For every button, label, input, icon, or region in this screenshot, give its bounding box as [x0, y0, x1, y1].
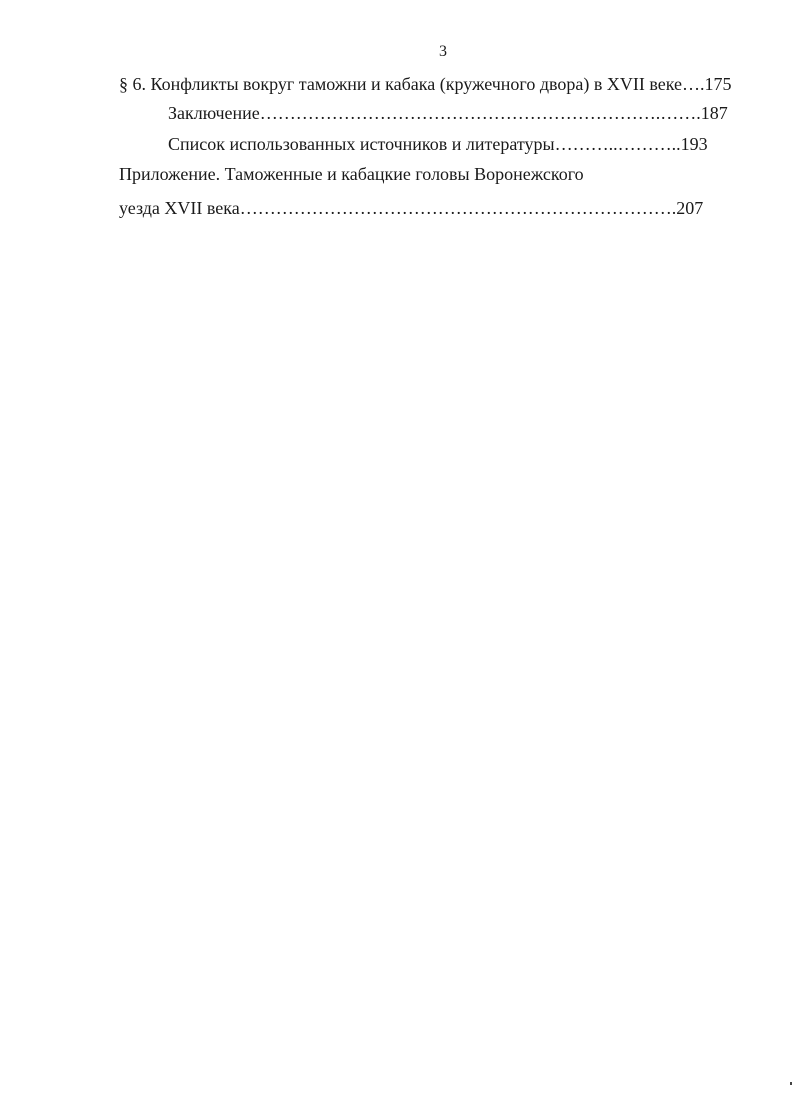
- toc-entry-sources: Список использованных источников и литературы………..………..193: [168, 134, 708, 154]
- page-number: 3: [439, 43, 447, 60]
- toc-entry-section-6: § 6. Конфликты вокруг таможни и кабака (кружечного двора) в XVII веке….175: [119, 74, 732, 94]
- toc-entry-appendix-line-2: уезда XVII века……………………………………………………………….207: [119, 198, 704, 218]
- toc-entry-appendix-line-1: Приложение. Таможенные и кабацкие головы Воронежского: [119, 164, 584, 184]
- toc-entry-conclusion: Заключение………………………………………………………….…….187: [168, 103, 728, 123]
- scan-mark: [790, 1082, 792, 1085]
